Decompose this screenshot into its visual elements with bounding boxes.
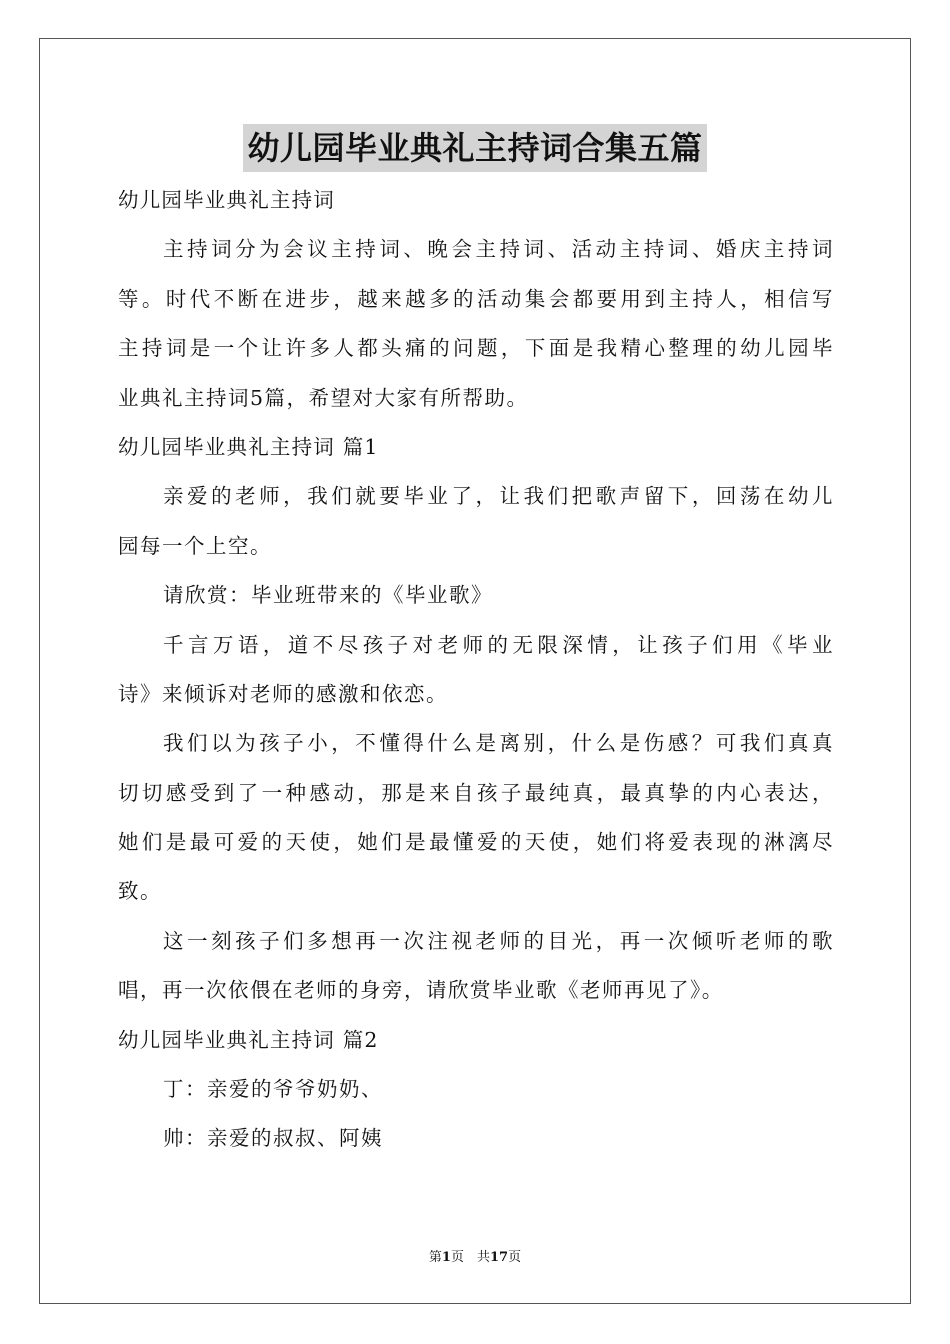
document-body [118,178,834,1166]
text-line: 帅：亲爱的叔叔、阿姨 [163,1126,383,1151]
text-line: 切切感受到了一种感动，那是来自孩子最纯真，最真挚的内心表达， [118,780,834,805]
text-line: 业典礼主持词5篇，希望对大家有所帮助。 [118,385,529,410]
text-line: 致。 [118,879,162,904]
text-line: 我们以为孩子小，不懂得什么是离别，什么是伤感？可我们真真 [163,731,834,756]
text-line: 诗》来倾诉对老师的感激和依恋。 [118,681,448,706]
text-line: 丁：亲爱的爷爷奶奶、 [163,1077,383,1102]
footer-prefix: 第 [428,1250,442,1265]
text-line: 请欣赏：毕业班带来的《毕业歌》 [163,583,493,608]
footer-total-pages: 17 [489,1250,509,1265]
text-line: 亲爱的老师，我们就要毕业了，让我们把歌声留下，回荡在幼儿 [163,484,834,509]
title-wrap [0,124,950,172]
text-line: 这一刻孩子们多想再一次注视老师的目光，再一次倾听老师的歌 [163,928,834,953]
document-title: 幼儿园毕业典礼主持词合集五篇 [243,124,706,172]
footer-mid: 页 共 [450,1250,490,1265]
text-line: 主持词分为会议主持词、晚会主持词、活动主持词、婚庆主持词 [163,237,834,262]
text-line: 幼儿园毕业典礼主持词 篇2 [118,1027,379,1052]
footer-page-number: 1 [441,1250,451,1265]
text-line: 主持词是一个让许多人都头痛的问题，下面是我精心整理的幼儿园毕 [118,336,834,361]
text-line: 她们是最可爱的天使，她们是最懂爱的天使，她们将爱表现的淋漓尽 [118,830,834,855]
text-line: 等。时代不断在进步，越来越多的活动集会都要用到主持人，相信写 [118,286,834,311]
page-footer [0,1246,950,1265]
text-line: 千言万语，道不尽孩子对老师的无限深情，让孩子们用《毕业 [163,632,834,657]
text-line: 幼儿园毕业典礼主持词 [118,188,335,212]
text-line: 园每一个上空。 [118,533,272,558]
footer-suffix: 页 [508,1250,522,1265]
text-line: 幼儿园毕业典礼主持词 篇1 [118,434,379,459]
text-line: 唱，再一次依偎在老师的身旁，请欣赏毕业歌《老师再见了》。 [118,978,724,1003]
